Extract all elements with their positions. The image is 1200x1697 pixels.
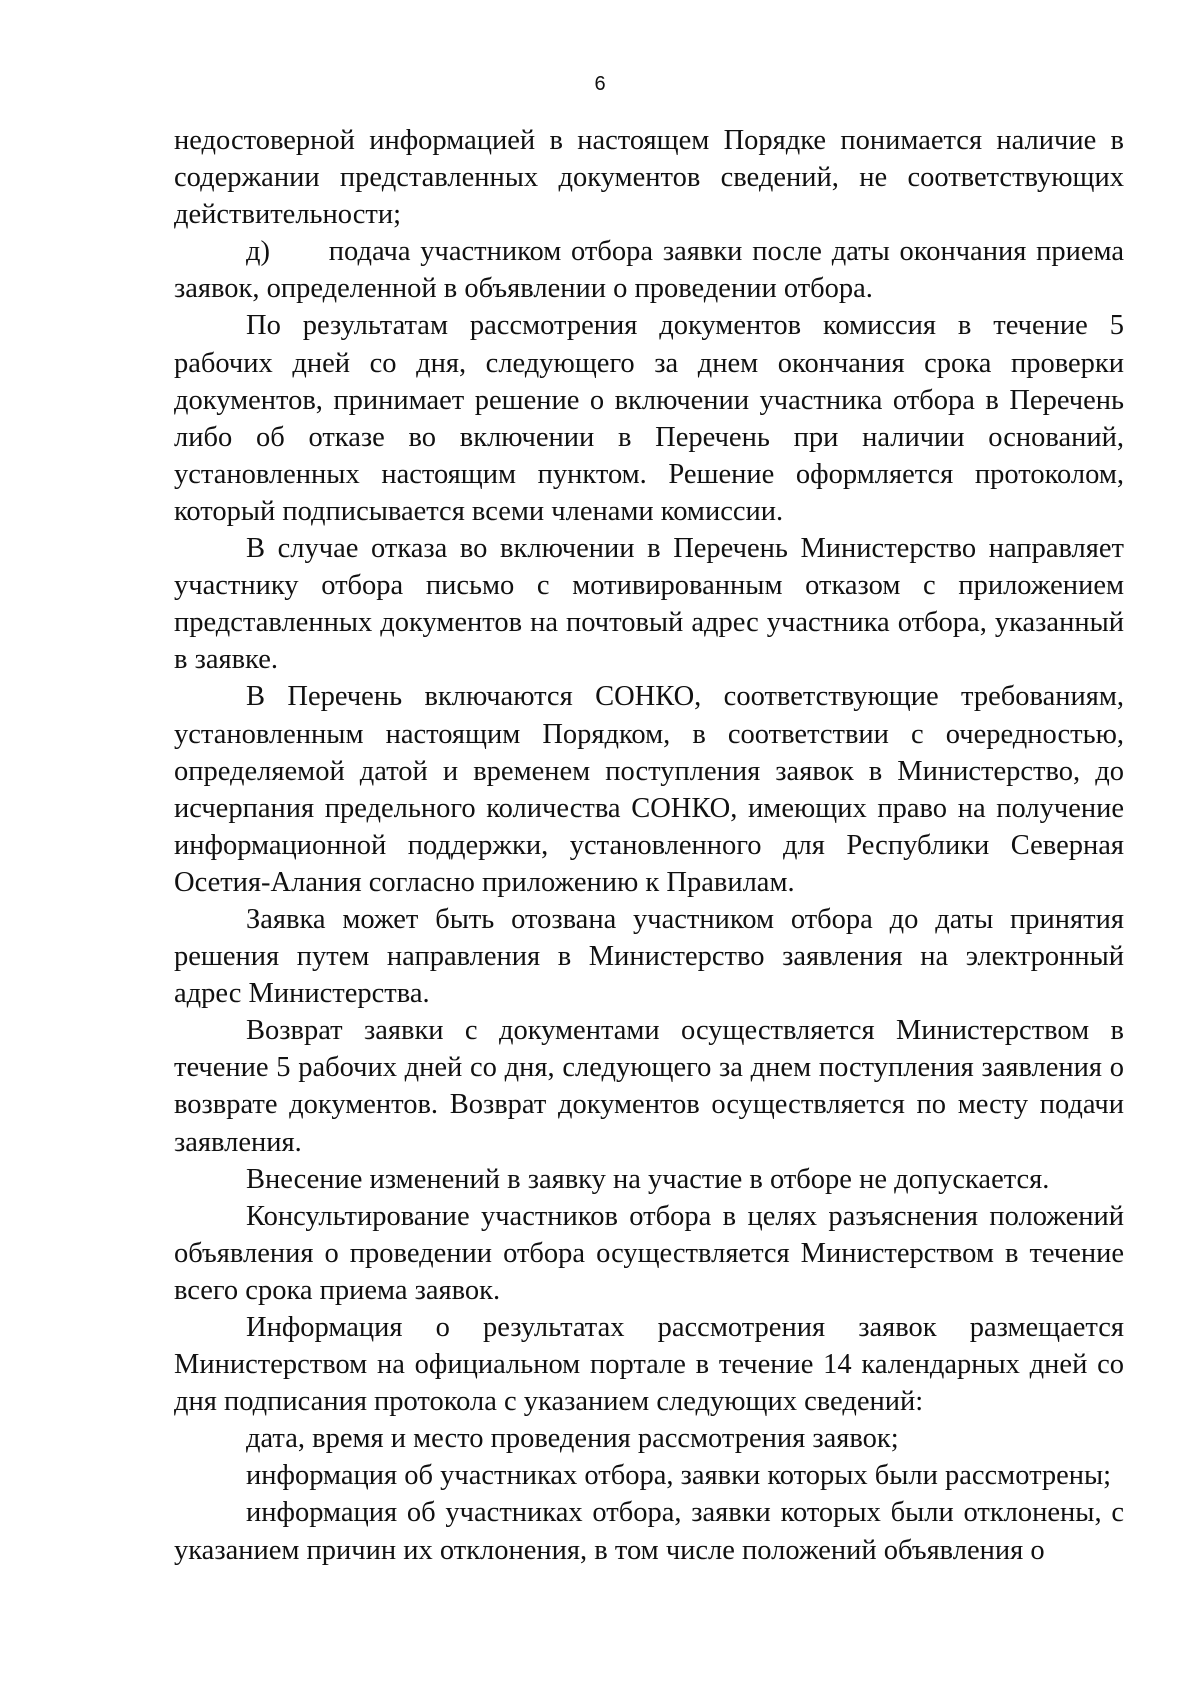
paragraph-results-info: Информация о результатах рассмотрения заявок размещается Министерством на официальном портале в течение 14 календарных дней со дня подписания протокола с указанием следующих сведений: xyxy=(174,1312,1124,1418)
paragraph-refusal: В случае отказа во включении в Перечень Министерство направляет участнику отбора письмо с мотивированным отказом с приложением представленных документов на почтовый адрес участника отбора, указанный в заявке. xyxy=(174,533,1124,676)
paragraph-rejected-participants: информация об участниках отбора, заявки которых были отклонены, с указанием причин их отклонения, в том числе положений объявления о xyxy=(174,1497,1124,1566)
paragraph-withdrawal: Заявка может быть отозвана участником отбора до даты принятия решения путем направления в Министерство заявления на электронный адрес Министерства. xyxy=(174,903,1124,1010)
paragraph-date-time-place: дата, время и место проведения рассмотрения заявок; xyxy=(246,1423,899,1455)
paragraph-return: Возврат заявки с документами осуществляется Министерством в течение 5 рабочих дней со дня, следующего за днем поступления заявления о возврате документов. Возврат документов осуществляется по месту подачи заявления. xyxy=(174,1015,1124,1158)
paragraph-item-d: д) подача участником отбора заявки после даты окончания приема заявок, определенной в объявлении о проведении отбора. xyxy=(174,236,1124,305)
page-number: 6 xyxy=(594,73,606,95)
document-body xyxy=(174,122,1124,1569)
paragraph-no-changes: Внесение изменений в заявку на участие в отборе не допускается. xyxy=(246,1163,1050,1195)
paragraph-list-inclusion: В Перечень включаются СОНКО, соответствующие требованиям, установленным настоящим Порядком, в соответствии с очередностью, определяемой датой и временем поступления заявок в Министерство, до исчерпания предельного количества СОНКО, имеющих право на получение информационной поддержки, установленного для Республики Северная Осетия-Алания согласно приложению к Правилам. xyxy=(174,681,1124,898)
paragraph-consulting: Консультирование участников отбора в целях разъяснения положений объявления о проведении отбора осуществляется Министерством в течение всего срока приема заявок. xyxy=(174,1200,1124,1306)
paragraph-reviewed-participants: информация об участниках отбора, заявки которых были рассмотрены; xyxy=(246,1460,1112,1492)
paragraph-continuation: недостоверной информацией в настоящем Порядке понимается наличие в содержании представленных документов сведений, не соответствующих действительности; xyxy=(174,125,1124,231)
paragraph-review-results: По результатам рассмотрения документов комиссия в течение 5 рабочих дней со дня, следующего за днем окончания срока проверки документов, принимает решение о включении участника отбора в Перечень либо об отказе во включении в Перечень при наличии оснований, установленных настоящим пунктом. Решение оформляется протоколом, который подписывается всеми членами комиссии. xyxy=(174,310,1124,527)
